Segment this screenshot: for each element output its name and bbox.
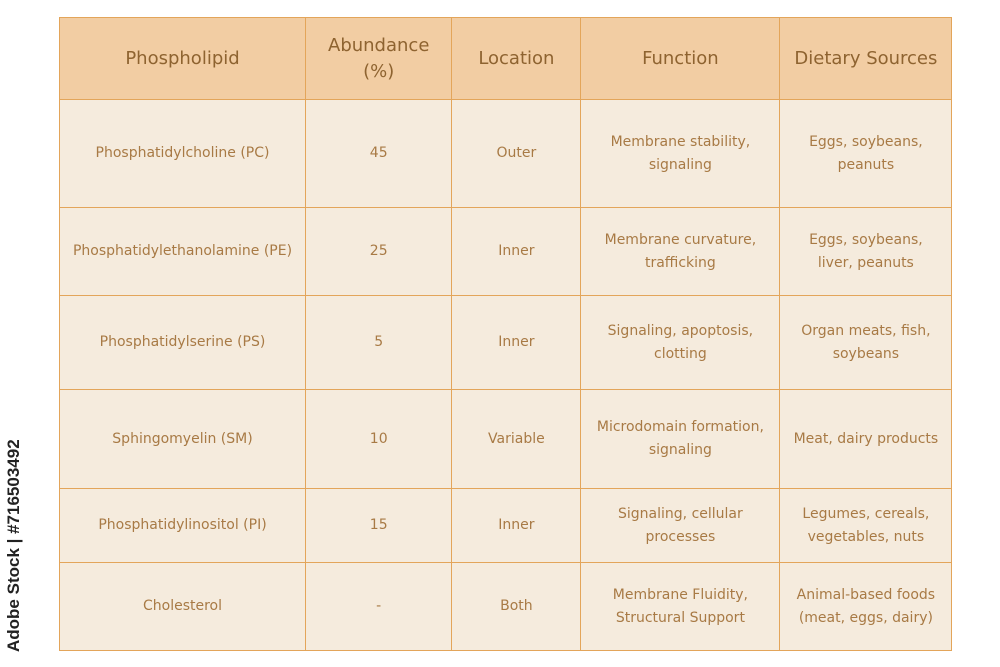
cell-abundance: 10 [306,390,452,489]
cell-abundance: 5 [306,296,452,390]
cell-abundance: 15 [306,489,452,563]
cell-phospholipid: Phosphatidylinositol (PI) [60,489,306,563]
cell-location: Inner [452,489,581,563]
cell-abundance: 25 [306,208,452,296]
table-row [60,390,952,489]
table-row [60,100,952,208]
cell-location: Both [452,563,581,651]
cell-phospholipid: Phosphatidylcholine (PC) [60,100,306,208]
cell-dietary-sources: Legumes, cereals, vegetables, nuts [780,489,952,563]
cell-function: Membrane Fluidity, Structural Support [581,563,780,651]
cell-abundance: 45 [306,100,452,208]
table-row [60,563,952,651]
cell-function: Microdomain formation, signaling [581,390,780,489]
cell-function: Membrane stability, signaling [581,100,780,208]
cell-phospholipid: Phosphatidylserine (PS) [60,296,306,390]
cell-dietary-sources: Eggs, soybeans, liver, peanuts [780,208,952,296]
header-function: Function [581,18,780,100]
phospholipid-table [59,17,952,651]
table-row [60,208,952,296]
cell-location: Inner [452,208,581,296]
cell-location: Inner [452,296,581,390]
cell-dietary-sources: Organ meats, fish, soybeans [780,296,952,390]
table-row [60,296,952,390]
cell-phospholipid: Cholesterol [60,563,306,651]
header-row [60,18,952,100]
cell-abundance: - [306,563,452,651]
cell-function: Signaling, apoptosis, clotting [581,296,780,390]
cell-function: Membrane curvature, trafficking [581,208,780,296]
cell-dietary-sources: Eggs, soybeans, peanuts [780,100,952,208]
cell-location: Variable [452,390,581,489]
header-phospholipid: Phospholipid [60,18,306,100]
header-location: Location [452,18,581,100]
cell-phospholipid: Sphingomyelin (SM) [60,390,306,489]
cell-dietary-sources: Meat, dairy products [780,390,952,489]
cell-location: Outer [452,100,581,208]
watermark-credit: Adobe Stock | #716503492 [4,439,23,652]
cell-function: Signaling, cellular processes [581,489,780,563]
table-row [60,489,952,563]
header-dietary-sources: Dietary Sources [780,18,952,100]
cell-dietary-sources: Animal-based foods (meat, eggs, dairy) [780,563,952,651]
cell-phospholipid: Phosphatidylethanolamine (PE) [60,208,306,296]
header-abundance: Abundance (%) [306,18,452,100]
